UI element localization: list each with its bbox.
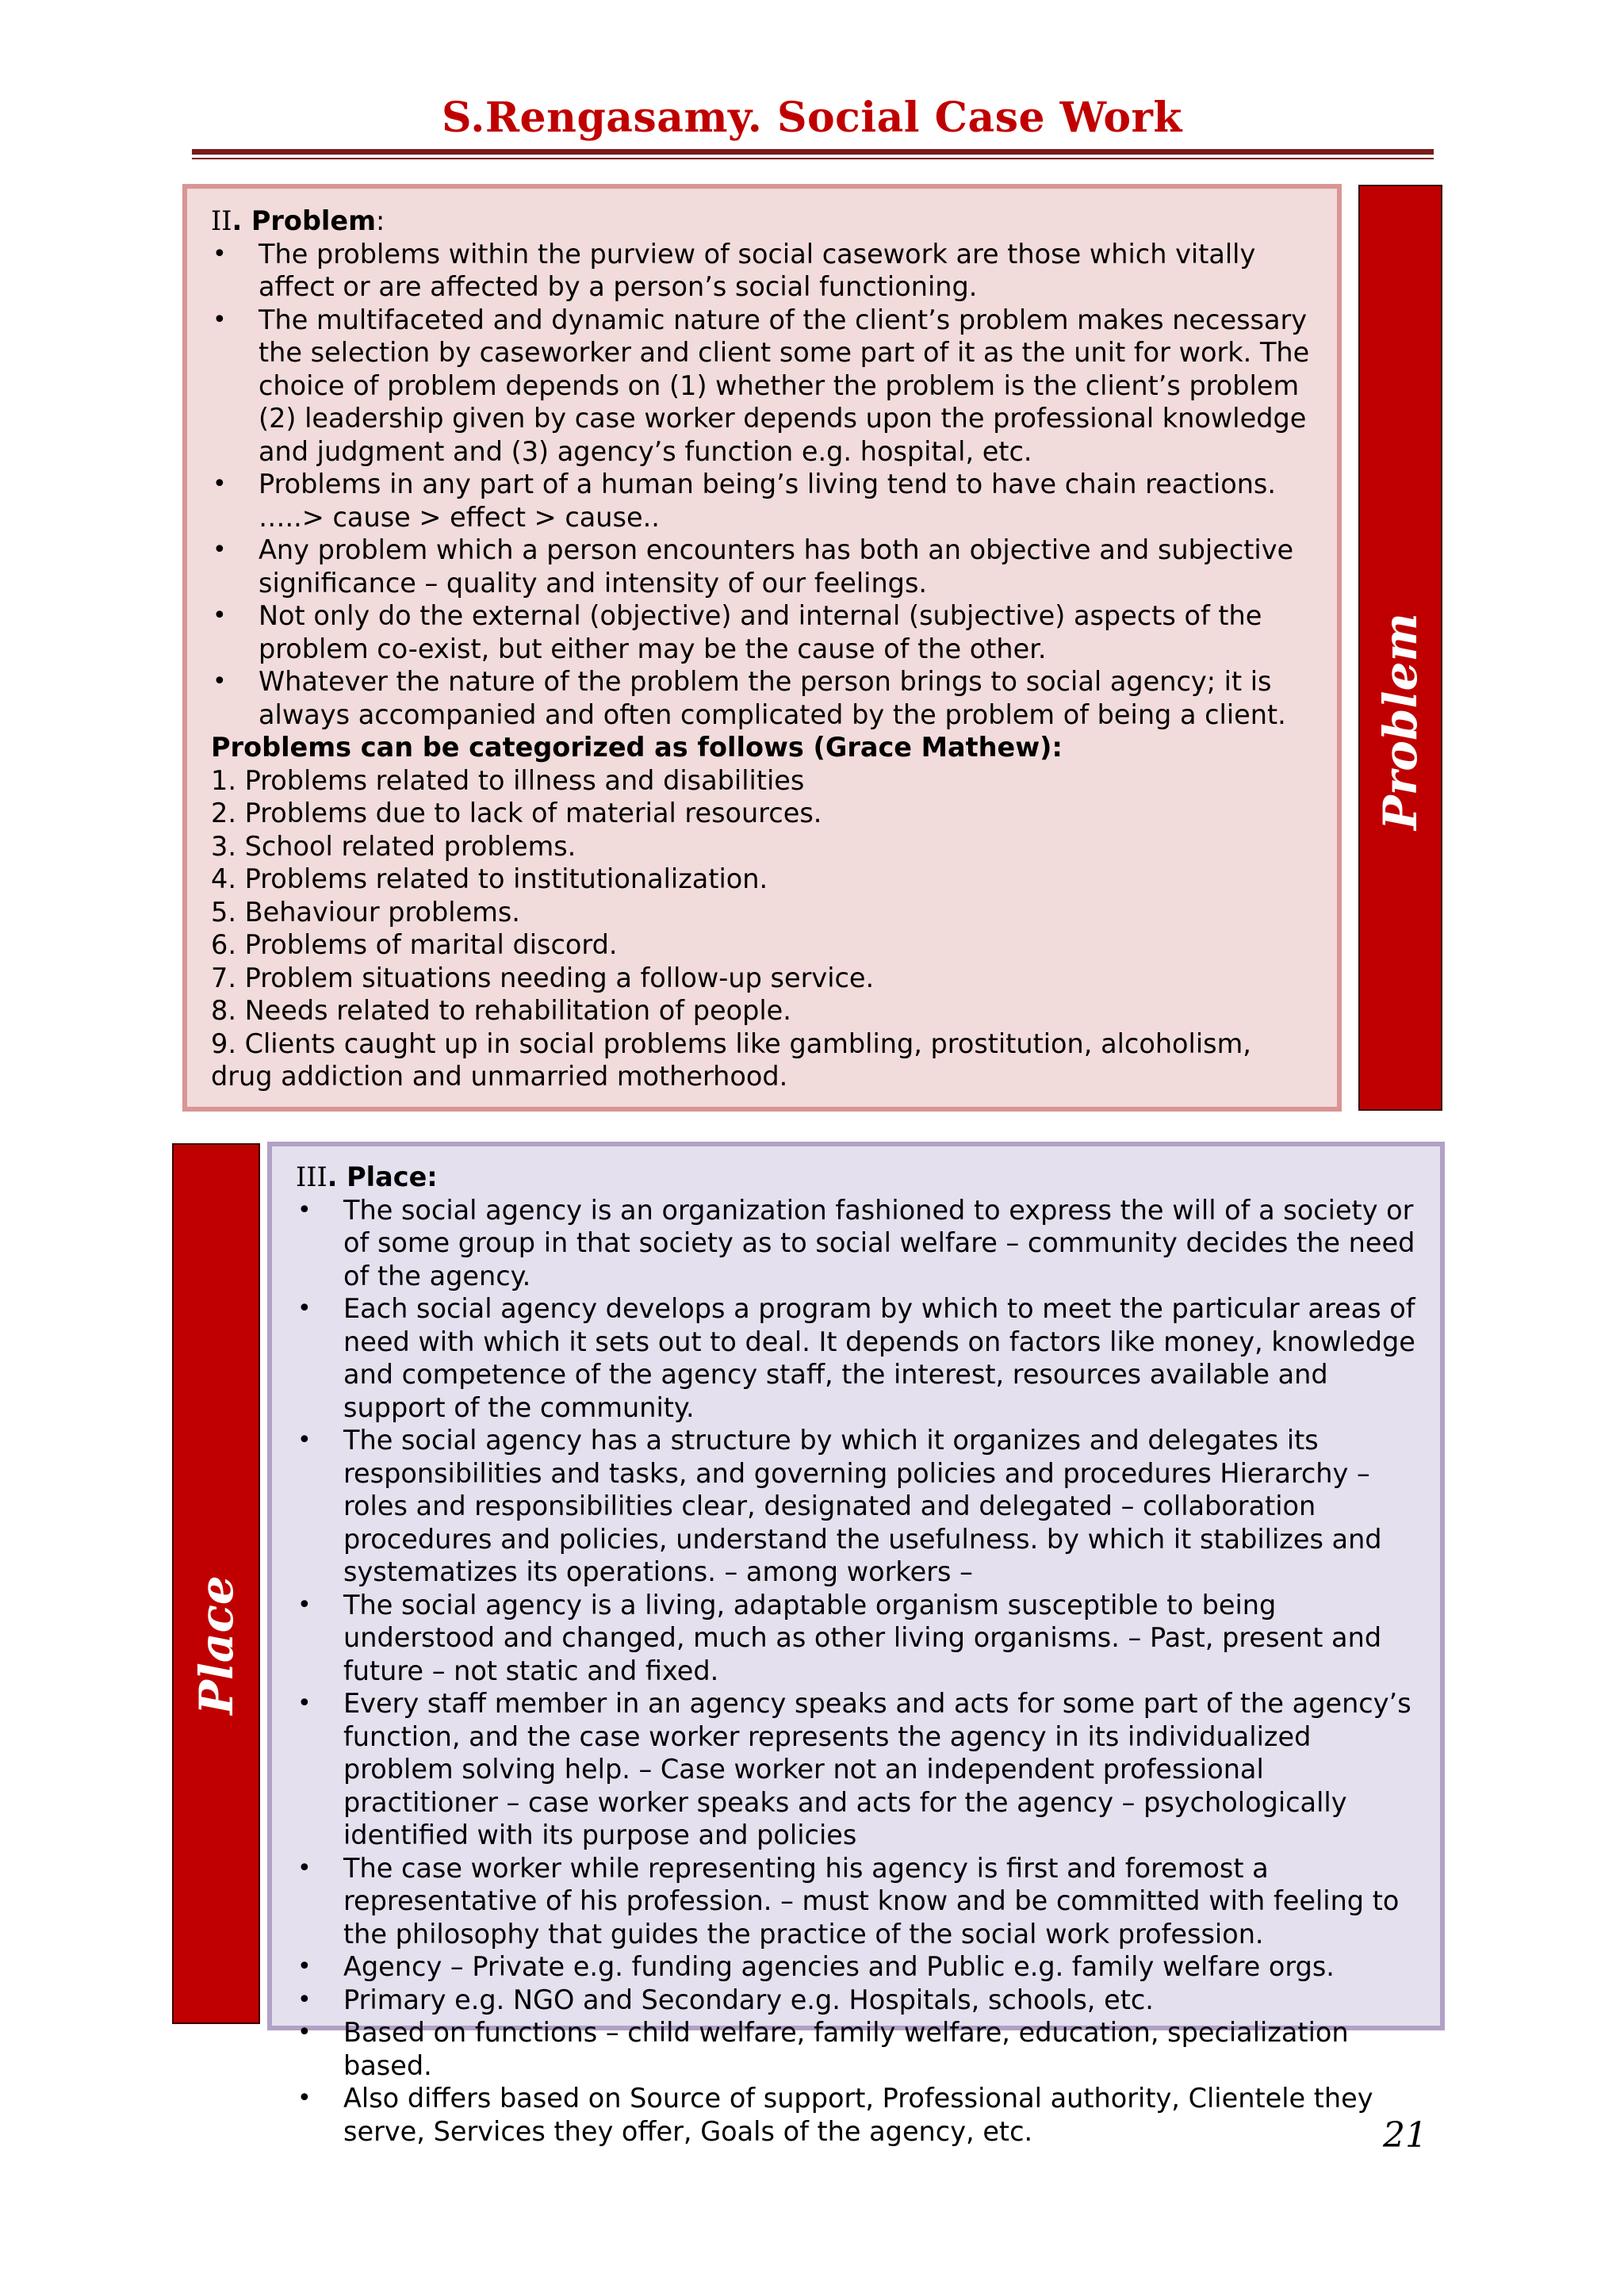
list-item: • Every staff member in an agency speaks and acts for some part of the agency’s function, and the case worker represents the agency in its individualized problem solving help. – Case worker not an independent professional practitioner – case worker speaks and acts for the agency – psychologically identified with its purpose and policies: [296, 1687, 1419, 1852]
list-item: 3. School related problems.: [211, 830, 576, 862]
list-item: 1. Problems related to illness and disabilities: [211, 764, 805, 796]
problem-roman-numeral: II: [211, 205, 232, 236]
list-item: • The case worker while representing his agency is first and foremost a representative of his profession. – must know and be committed with feeling to the philosophy that guides the practice of the social work profession.: [296, 1852, 1419, 1951]
list-item: 8. Needs related to rehabilitation of people.: [211, 995, 791, 1026]
list-item: 5. Behaviour problems.: [211, 896, 520, 928]
place-side-tab: [172, 1143, 260, 2024]
problem-heading-text: . Problem: [232, 205, 377, 236]
list-item: 2. Problems due to lack of material resources.: [211, 798, 822, 828]
list-item: 4. Problems related to institutionalization.: [211, 863, 768, 894]
place-bullet-list: [296, 1194, 1419, 2149]
list-item: • Whatever the nature of the problem the person brings to social agency; it is always accompanied and often complicated by the problem of being a client.: [211, 665, 1316, 731]
page-number: 21: [1383, 2115, 1427, 2156]
place-tab-label: Place: [189, 1575, 243, 1715]
place-heading: [296, 1161, 1419, 1194]
categories-heading: Problems can be categorized as follows (Grace Mathew):: [211, 732, 1063, 763]
list-item: • Based on functions – child welfare, family welfare, education, specialization based.: [296, 2016, 1419, 2082]
list-item: • Agency – Private e.g. funding agencies and Public e.g. family welfare orgs.: [296, 1950, 1419, 1984]
problem-side-tab: [1358, 185, 1442, 1111]
problem-heading-colon: :: [376, 205, 385, 236]
place-roman-numeral: III: [296, 1161, 327, 1192]
problem-bullet-list: [211, 238, 1316, 732]
list-item: • Also differs based on Source of support, Professional authority, Clientele they serve, Services they offer, Goals of the agency, etc.: [296, 2082, 1419, 2148]
list-item: • Problems in any part of a human being’s living tend to have chain reactions. …..> cause > effect > cause..: [211, 468, 1316, 534]
list-item: 6. Problems of marital discord.: [211, 929, 618, 960]
problem-tab-label: Problem: [1373, 613, 1427, 830]
problem-heading: [211, 205, 1316, 238]
place-heading-text: . Place:: [327, 1161, 438, 1192]
list-item: • The social agency is an organization fashioned to express the will of a society or of some group in that society as to social welfare – community decides the need of the agency.: [296, 1194, 1419, 1293]
header-divider: [192, 149, 1434, 155]
header-divider-thin: [192, 158, 1434, 159]
document-title: S.Rengasamy. Social Case Work: [442, 94, 1182, 142]
list-item: • The problems within the purview of social casework are those which vitally affect or are affected by a person’s social functioning.: [211, 238, 1316, 304]
list-item: 9. Clients caught up in social problems like gambling, prostitution, alcoholism, drug addiction and unmarried motherhood.: [211, 1027, 1251, 1092]
list-item: • The social agency has a structure by which it organizes and delegates its responsibilities and tasks, and governing policies and procedures Hierarchy – roles and responsibilities clear, designated and delegated – collaboration procedures and policies, understand the usefulness. by which it stabilizes and systematizes its operations. – among workers –: [296, 1424, 1419, 1589]
list-item: 7. Problem situations needing a follow-up service.: [211, 962, 875, 993]
problem-section: [182, 184, 1342, 1112]
list-item: • Primary e.g. NGO and Secondary e.g. Hospitals, schools, etc.: [296, 1984, 1419, 2017]
categories-list: [211, 764, 1316, 1093]
list-item: • Each social agency develops a program by which to meet the particular areas of need with which it sets out to deal. It depends on factors like money, knowledge and competence of the agency staff, the interest, resources available and support of the community.: [296, 1292, 1419, 1424]
list-item: • Not only do the external (objective) and internal (subjective) aspects of the problem co-exist, but either may be the cause of the other.: [211, 599, 1316, 665]
list-item: • Any problem which a person encounters has both an objective and subjective significance – quality and intensity of our feelings.: [211, 534, 1316, 599]
list-item: • The multifaceted and dynamic nature of the client’s problem makes necessary the selection by caseworker and client some part of it as the unit for work. The choice of problem depends on (1) whether the problem is the client’s problem (2) leadership given by case worker depends upon the professional knowledge and judgment and (3) agency’s function e.g. hospital, etc.: [211, 304, 1316, 469]
list-item: • The social agency is a living, adaptable organism susceptible to being understood and changed, much as other living organisms. – Past, present and future – not static and fixed.: [296, 1589, 1419, 1688]
